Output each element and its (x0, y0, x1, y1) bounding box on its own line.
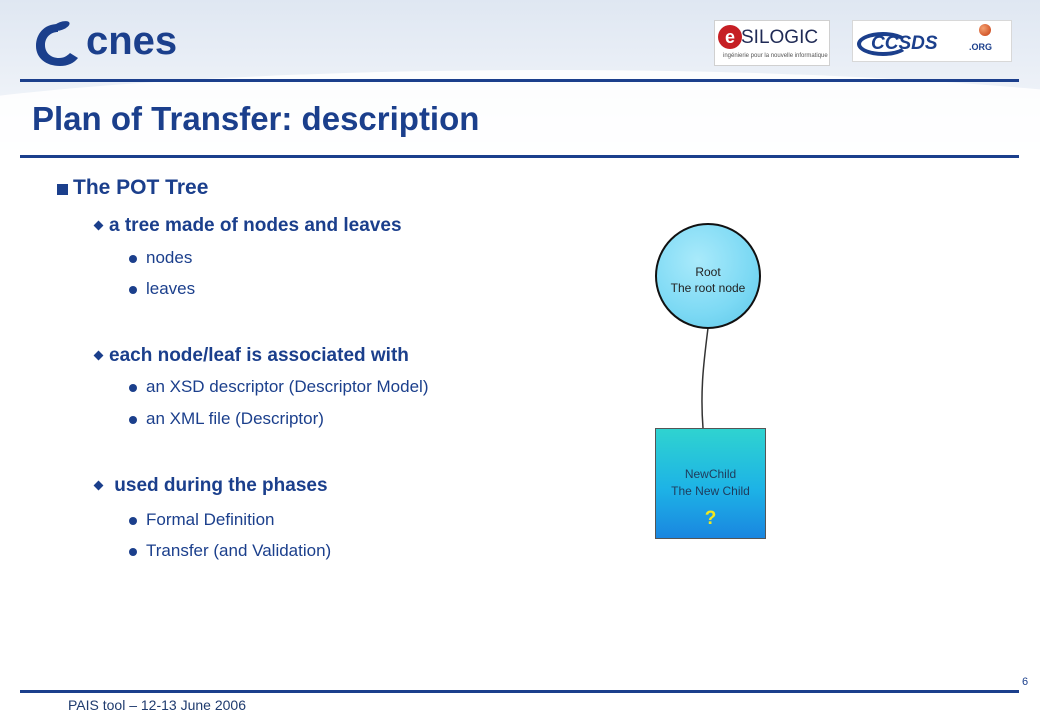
header-swoosh (0, 70, 1040, 230)
dot-bullet-icon (129, 384, 137, 392)
ccsds-logo-text: CCSDS (871, 33, 938, 54)
header-rule (20, 79, 1019, 82)
bullet-xsd: an XSD descriptor (Descriptor Model) (146, 377, 429, 396)
root-node[interactable] (655, 223, 761, 329)
bullet-tree-made: a tree made of nodes and leaves (109, 215, 402, 236)
dot-bullet-icon (129, 416, 137, 424)
title-rule (20, 155, 1019, 158)
child-node-name: NewChild (684, 467, 737, 481)
cnes-swirl-icon (30, 18, 86, 70)
diamond-bullet-icon (94, 351, 104, 361)
cnes-logo-text: cnes (86, 19, 178, 63)
root-node-description: The root node (670, 281, 746, 295)
diamond-bullet-icon (94, 481, 104, 491)
silogic-logo (714, 20, 830, 66)
silogic-e-icon: e (718, 25, 742, 49)
dot-bullet-icon (129, 517, 137, 525)
dot-bullet-icon (129, 548, 137, 556)
footer-rule (20, 690, 1019, 693)
question-mark-icon: ? (704, 508, 717, 529)
dot-bullet-icon (129, 286, 137, 294)
bullet-xml: an XML file (Descriptor) (146, 409, 324, 428)
diamond-bullet-icon (94, 221, 104, 231)
footer-text: PAIS tool – 12-13 June 2006 (68, 697, 246, 713)
dot-bullet-icon (129, 255, 137, 263)
bullet-formal-definition: Formal Definition (146, 510, 275, 529)
ccsds-logo (852, 20, 1012, 62)
cnes-logo (30, 18, 200, 70)
bullet-pot-tree: The POT Tree (73, 176, 209, 199)
silogic-logo-text: SILOGIC (741, 27, 819, 48)
child-node-description: The New Child (671, 484, 750, 498)
ccsds-org-text: .ORG (969, 42, 993, 52)
square-bullet-icon (57, 184, 68, 195)
page-number: 6 (1022, 676, 1029, 688)
bullet-leaves: leaves (146, 279, 196, 298)
bullet-phases: used during the phases (109, 475, 328, 496)
child-node[interactable] (655, 428, 766, 539)
ccsds-planet-icon (979, 24, 991, 36)
bullet-transfer: Transfer (and Validation) (146, 541, 332, 560)
silogic-tagline: ingénierie pour la nouvelle informatique (723, 53, 828, 59)
pot-tree-diagram (640, 220, 780, 550)
bullet-nodes: nodes (146, 248, 193, 267)
root-node-name: Root (695, 265, 721, 279)
bullet-associated: each node/leaf is associated with (109, 345, 409, 366)
page-title: Plan of Transfer: description (32, 100, 480, 137)
